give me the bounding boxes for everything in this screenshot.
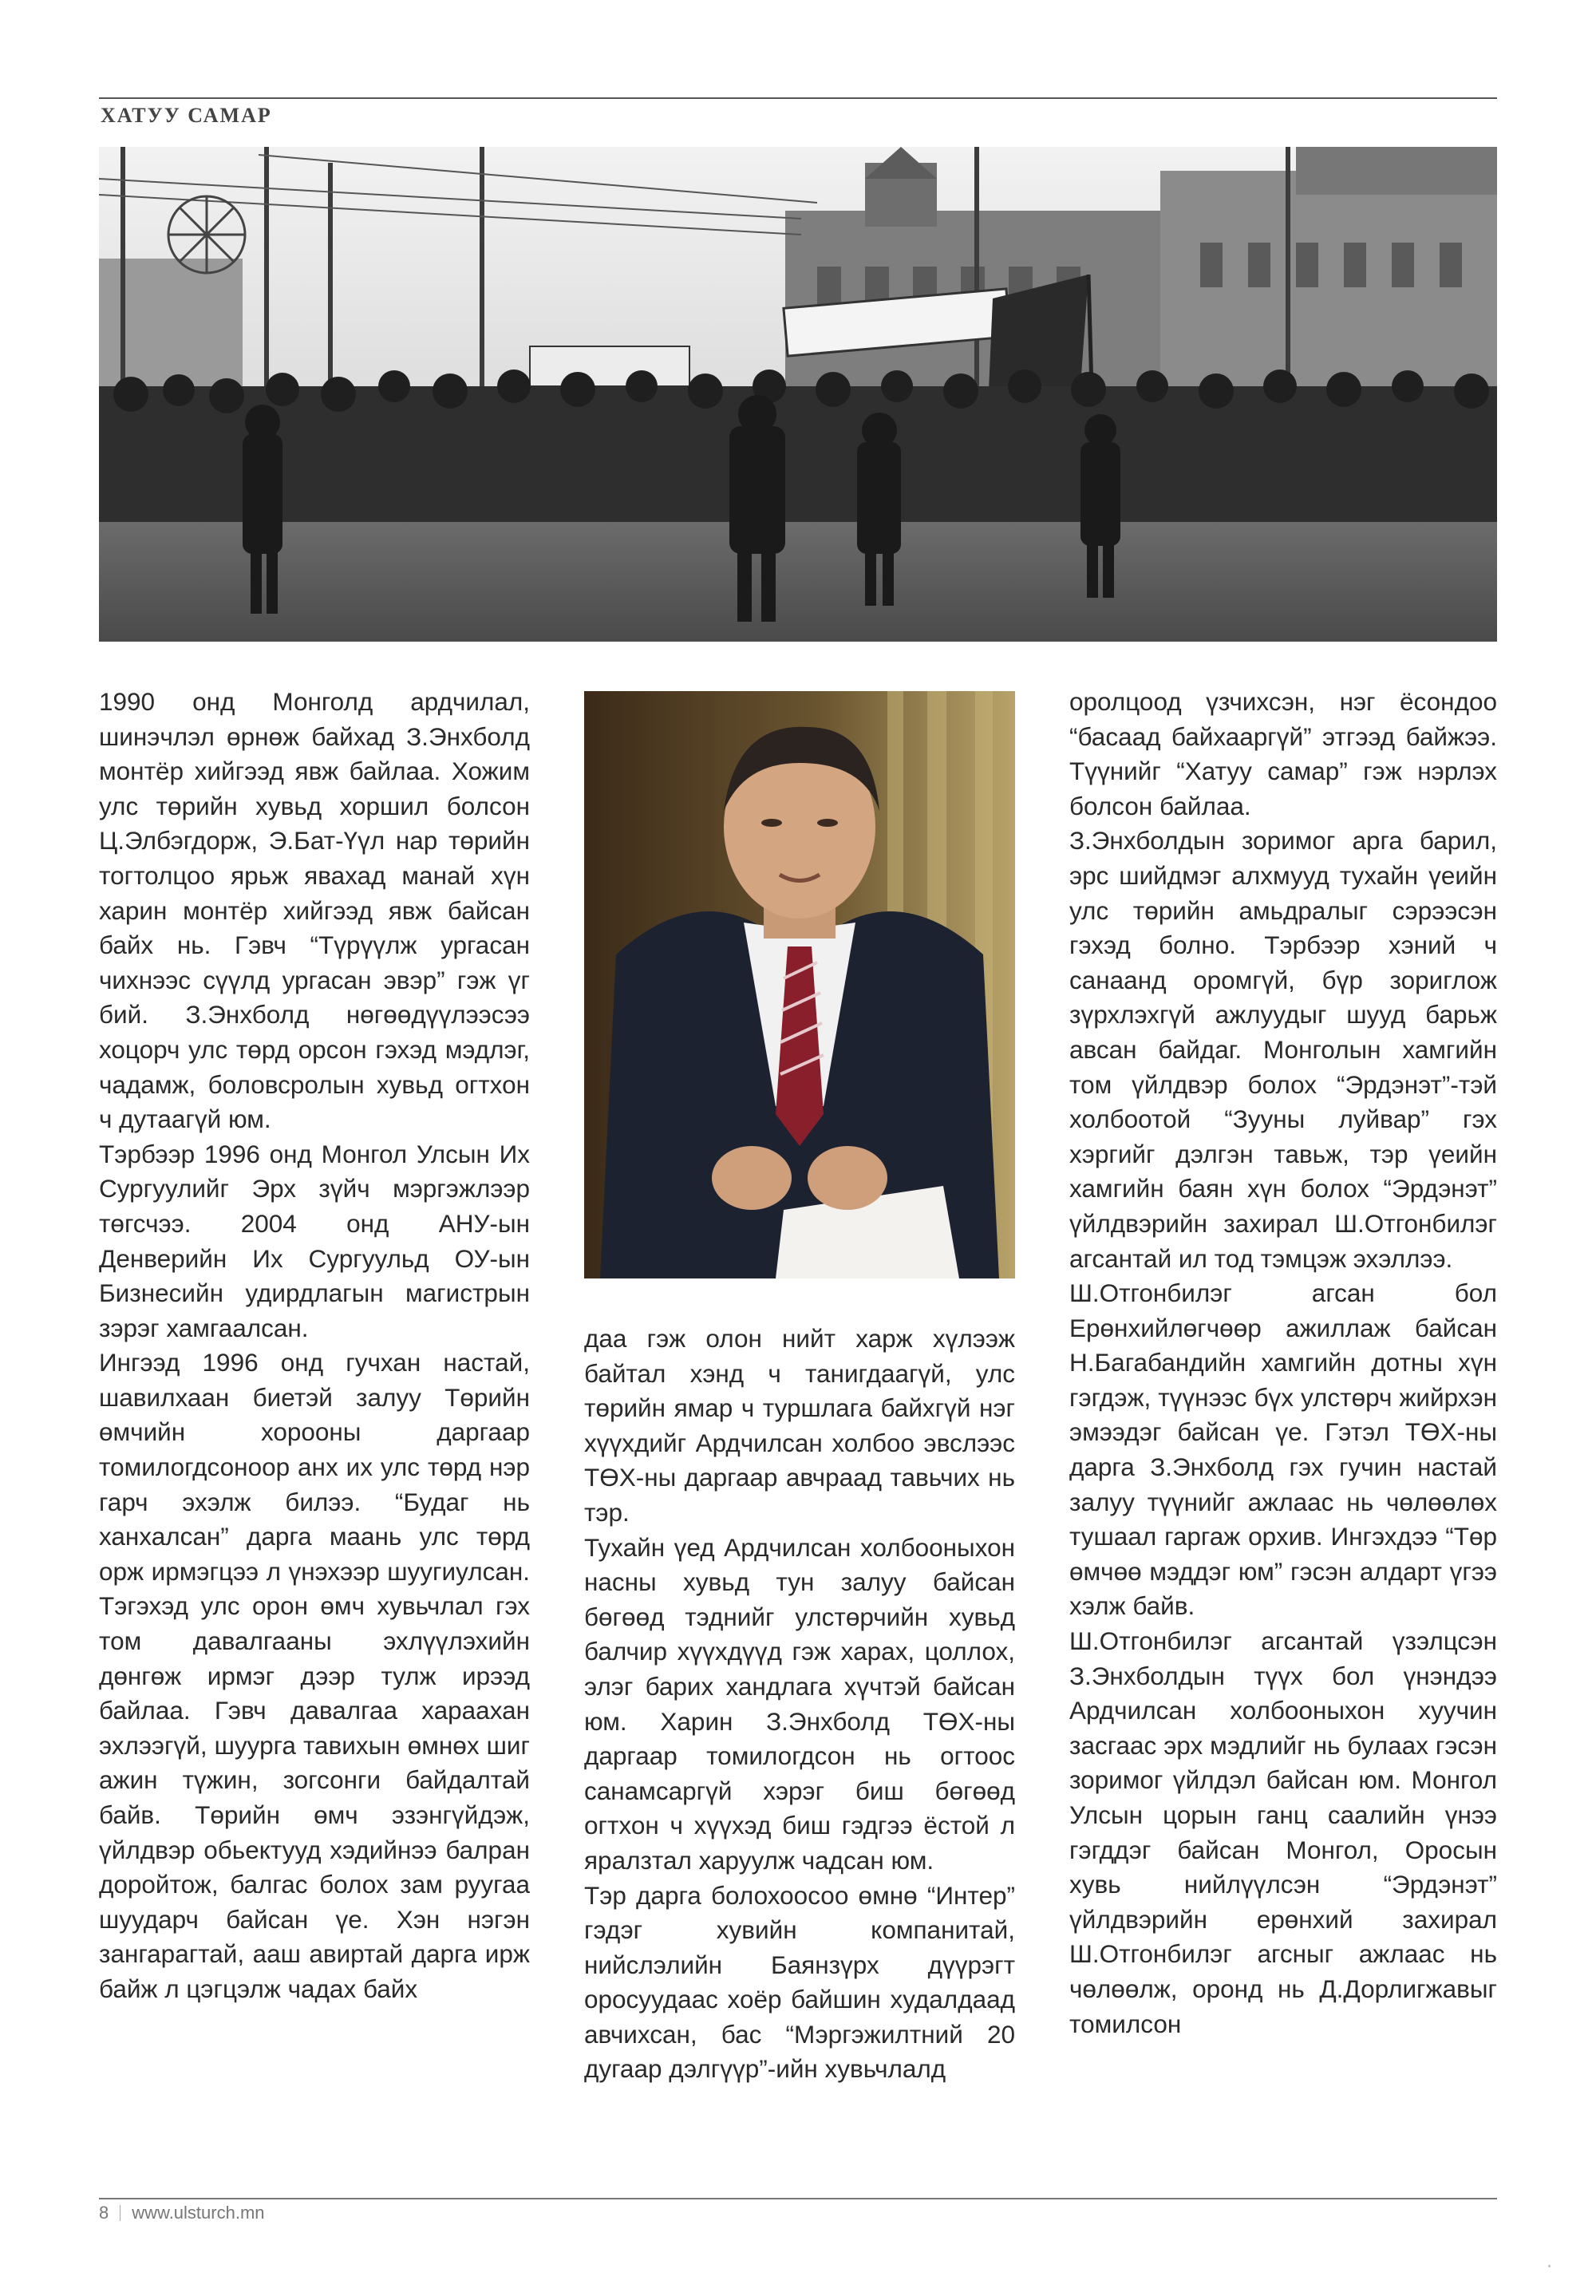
article-column-3 xyxy=(1069,685,1497,2041)
decorative-dot xyxy=(1548,2265,1551,2267)
footer xyxy=(99,2203,265,2223)
paragraph: оролцоод үзчихсэн, нэг ёсондоо “басаад байхааргүй” этгээд байжээ. Түүнийг “Хатуу самар” гэж нэрлэх болсон байлаа. xyxy=(1069,687,1497,820)
page-number: 8 xyxy=(99,2203,109,2223)
paragraph: Тухайн үед Ардчилсан холбооныхон насны хувьд тун залуу байсан бөгөөд тэднийг улстөрчийн хувьд балчир хүүхдүүд гэж харах, цоллох, элэг барих хандлага хүчтэй байсан юм. Харин З.Энхболд ТӨХ-ны даргаар томилогдсон нь огтоос санамсаргүй хэрэг биш бөгөөд огтхон ч хүүхэд биш гэдгээ ёстой л яралзтал харуулж чадсан юм. xyxy=(584,1532,1015,1875)
header-rule xyxy=(99,97,1497,99)
paragraph: 1990 онд Монголд ардчилал, шинэчлэл өрнөж байхад З.Энхболд монтёр хийгээд явж байлаа. Хожим улс төрийн хувьд хоршил болсон Ц.Элбэгдорж, Э.Бат-Үүл нар төрийн тогтолцоо ярьж явахад манай хүн харин монтёр хийгээд явж байсан байх нь. Гэвч “Түрүүлж ургасан чихнээс сүүлд ургасан эвэр” гэж үг бий. З.Энхболд нөгөөдүүлээсээ хоцорч улс төрд орсон гэхэд мэдлэг, чадамж, боловсролын хувьд огтхон ч дутаагүй юм. xyxy=(99,687,530,1134)
paragraph: Ш.Отгонбилэг агсан бол Ерөнхийлөгчөөр ажиллаж байсан Н.Багабандийн хамгийн дотны хүн гэгдэж, түүнээс бүх улстөрч жийрхэн эмээдэг байсан үе. Гэтэл ТӨХ-ны дарга З.Энхболд гэх гучин настай залуу түүнийг ажлаас нь чөлөөлөх тушаал гаргаж орхив. Ингэхдээ “Төр өмчөө мэддэг юм” гэсэн алдарт үгээ хэлж байв. xyxy=(1069,1278,1497,1621)
footer-rule xyxy=(99,2198,1497,2199)
paragraph: Тэр дарга болохоосоо өмнө “Интер” гэдэг хувийн компанитай, нийслэлийн Баянзүрх дүүрэгт оросуудаас хоёр байшин худалдаад авчихсан, бас “Мэргэжилтний 20 дугаар дэлгүүр”-ийн хувьчлалд xyxy=(584,1880,1015,2084)
section-title: ХАТУУ САМАР xyxy=(101,104,272,127)
paragraph: Ингээд 1996 онд гучхан настай, шавилхаан биетэй залуу Төрийн өмчийн хорооны даргаар томилогдсоноор анх их улс төрд нэр гарч эхэлж билээ. “Будаг нь ханхалсан” дарга маань улс төрд орж ирмэгцээ л үнэхээр шуугиулсан. Тэгэхэд улс орон өмч хувьчлал гэх том давалгааны эхлүүлэхийн дөнгөж ирмэг дээр тулж ирээд байлаа. Гэвч давалгаа хараахан эхлээгүй, шуурга тавихын өмнөх шиг ажин түжин, зогсонги байдалтай байв. Төрийн өмч эзэнгүйдэж, үйлдвэр обьектууд хэдийнээ балран доройтож, балгас болох зам руугаа шуударч байсан үе. Хэн нэгэн зангарагтай, ааш авиртай дарга ирж байж л цэгцэлж чадах байх xyxy=(99,1348,530,2003)
website-link[interactable]: www.ulsturch.mn xyxy=(132,2203,265,2223)
portrait-photo-icon xyxy=(584,691,1015,1278)
paragraph: Тэрбээр 1996 онд Монгол Улсын Их Сургуулийг Эрх зүйч мэргэжлээр төгсчээ. 2004 онд АНУ-ын Денверийн Их Сургуульд ОУ-ын Бизнесийн удирдлагын магистрын зэрэг хамгаалсан. xyxy=(99,1139,530,1342)
article-column-1 xyxy=(99,685,530,2007)
paragraph: даа гэж олон нийт харж хүлээж байтал хэнд ч танигдаагүй, улс төрийн ямар ч туршлага байхгүй нэг хүүхдийг Ардчилсан холбоо эвслээс ТӨХ-ны даргаар авчраад тавьчих нь тэр. xyxy=(584,1324,1015,1527)
protest-photo-icon xyxy=(99,147,1497,642)
article-column-2 xyxy=(584,1322,1015,2087)
paragraph: З.Энхболдын зоримог арга барил, эрс шийдмэг алхмууд тухайн үеийн улс төрийн амьдралыг сэрээсэн гэхэд болно. Тэрбээр хэний ч санаанд оромгүй, бүр зориглож зүрхлэхгүй ажлуудыг шууд барьж авсан байдаг. Монголын хамгийн том үйлдвэр болох “Эрдэнэт”-тэй холбоотой “Зууны луйвар” гэх хэргийг дэлгэн тавьж, тэр үеийн хамгийн баян хүн болох “Эрдэнэт” үйлдвэрийн захирал Ш.Отгонбилэг агсантай ил тод тэмцэж эхэллээ. xyxy=(1069,826,1497,1273)
paragraph: Ш.Отгонбилэг агсантай үзэлцсэн З.Энхболдын түүх бол үнэндээ Ардчилсан холбооныхон хуучин засгаас эрх мэдлийг нь булаах гэсэн зоримог үйлдэл байсан юм. Монгол Улсын цорын ганц саалийн үнээ гэгддэг байсан Монгол, Оросын хувь нийлүүлсэн “Эрдэнэт” үйлдвэрийн ерөнхий захирал Ш.Отгонбилэг агсныг ажлаас нь чөлөөлж, оронд нь Д.Дорлигжавыг томилсон xyxy=(1069,1626,1497,2038)
